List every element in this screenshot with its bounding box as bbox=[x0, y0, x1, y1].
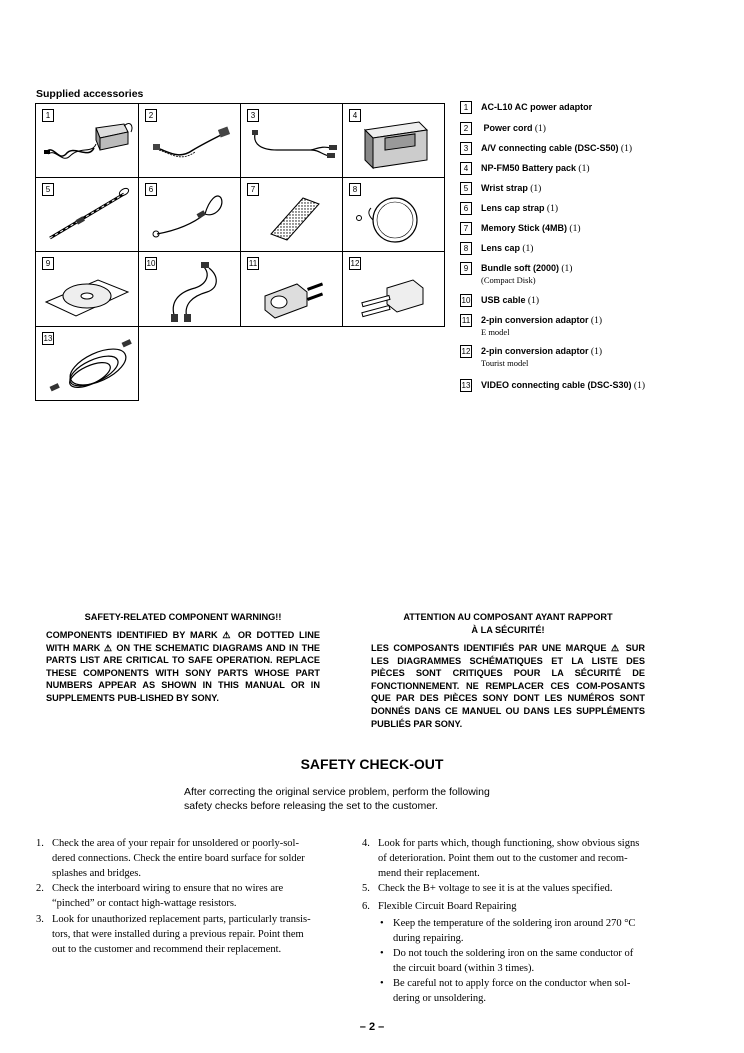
item-number-box: 9 bbox=[42, 257, 54, 270]
item-number: 1. bbox=[36, 838, 44, 849]
item-name: 2-pin conversion adaptor bbox=[481, 315, 589, 325]
item-number-box: 13 bbox=[43, 334, 53, 343]
page-number: – 2 – bbox=[359, 1021, 385, 1033]
usb-cable-icon bbox=[139, 252, 242, 328]
accessory-cell-13 bbox=[35, 326, 139, 401]
item-number-box: 2 bbox=[145, 109, 157, 122]
item-line: Look for parts which, though functioning, show obvious signs bbox=[378, 838, 640, 849]
item-quantity: (1) bbox=[532, 124, 546, 134]
item-name: Memory Stick (4MB) bbox=[481, 223, 568, 233]
accessory-cell-11 bbox=[240, 251, 343, 327]
section-title: SAFETY CHECK-OUT bbox=[300, 756, 444, 772]
item-name: Wrist strap bbox=[481, 183, 528, 193]
warning-en-body: COMPONENTS IDENTIFIED BY MARK ⚠ OR DOTTED LINE WITH MARK ⚠ ON THE SCHEMATIC DIAGRAMS AND IN THE PARTS LIST ARE CRITICAL TO SAFE OPERATION. REPLACE THESE COMPONENTS WITH SONY PARTS WHOSE PART NUMBERS APPEAR AS SHOWN IN THIS MANUAL OR IN SUPPLEMENTS PUB-LISHED BY SONY. bbox=[46, 630, 320, 703]
av-cable-icon bbox=[241, 104, 344, 179]
item-number-box: 10 bbox=[461, 296, 471, 305]
bullet-line: during repairing. bbox=[393, 933, 464, 944]
item-number-box: 3 bbox=[460, 142, 472, 155]
item-number-box: 9 bbox=[460, 262, 472, 275]
compact-disk-icon bbox=[36, 252, 140, 328]
wrist-strap-icon bbox=[36, 178, 140, 253]
item-number-box: 11 bbox=[248, 259, 258, 268]
item-note: (Compact Disk) bbox=[481, 275, 536, 285]
item-number-box: 8 bbox=[460, 242, 472, 255]
item-number-box: 13 bbox=[461, 381, 471, 390]
item-line: of deterioration. Point them out to the customer and recom- bbox=[378, 853, 628, 864]
item-number-box: 8 bbox=[349, 183, 361, 196]
item-line: tors, that were installed during a previous repair. Point them bbox=[52, 929, 304, 940]
item-line: mend their replacement. bbox=[378, 868, 480, 879]
item-line: Flexible Circuit Board Repairing bbox=[378, 901, 517, 912]
warning-fr-title: ATTENTION AU COMPOSANT AYANT RAPPORT bbox=[403, 612, 613, 622]
item-name: Lens cap bbox=[481, 243, 521, 253]
item-number-box: 7 bbox=[460, 222, 472, 235]
item-quantity: (1) bbox=[559, 264, 573, 274]
accessory-cell-7 bbox=[240, 177, 343, 252]
warning-fr-body: LES COMPOSANTS IDENTIFIÉS PAR UNE MARQUE ⚠ SUR LES DIAGRAMMES SCHÉMATIQUES ET LA LISTE DES PIÈCES SONT CRITIQUES POUR LA SÉCURITÉ DE FONCTIONNEMENT. NE REMPLACER CES COM-POSANTS QUE PAR DES PIÈCES SONY DONT LES NUMÉROS SONT DONNÉS DANS CE MANUEL OU DANS LES SUPPLÉMENTS PUBLIÉS PAR SONY. bbox=[371, 643, 645, 729]
item-number: 4. bbox=[362, 838, 370, 849]
item-number-box: 5 bbox=[42, 183, 54, 196]
item-name: VIDEO connecting cable (DSC-S30) bbox=[481, 380, 632, 390]
item-number-box: 7 bbox=[247, 183, 259, 196]
section-intro bbox=[184, 786, 544, 813]
item-quantity: (1) bbox=[544, 204, 558, 214]
item-note: Tourist model bbox=[481, 358, 529, 368]
accessories-heading: Supplied accessories bbox=[36, 88, 144, 100]
item-name: USB cable bbox=[481, 295, 526, 305]
item-note: E model bbox=[481, 327, 510, 337]
video-cable-icon bbox=[36, 327, 140, 402]
intro-line: safety checks before releasing the set to the customer. bbox=[184, 799, 438, 812]
bullet-line: the circuit board (within 3 times). bbox=[393, 963, 535, 974]
item-line: out to the customer and recommend their replacement. bbox=[52, 944, 282, 955]
item-quantity: (1) bbox=[520, 244, 534, 254]
item-name: 2-pin conversion adaptor bbox=[481, 346, 589, 356]
item-number-box: 12 bbox=[461, 347, 471, 356]
item-line: Look for unauthorized replacement parts, particularly transis- bbox=[52, 914, 311, 925]
item-number-box: 11 bbox=[461, 316, 471, 325]
item-number-box: 4 bbox=[460, 162, 472, 175]
item-number-box: 6 bbox=[460, 202, 472, 215]
item-number-box: 6 bbox=[145, 183, 157, 196]
item-name: Lens cap strap bbox=[481, 203, 545, 213]
bullet-line: Do not touch the soldering iron on the same conductor of bbox=[393, 948, 634, 959]
item-number-box: 1 bbox=[460, 101, 472, 114]
item-quantity: (1) bbox=[576, 164, 590, 174]
item-quantity: (1) bbox=[618, 144, 632, 154]
warning-en-title: SAFETY-RELATED COMPONENT WARNING!! bbox=[84, 612, 282, 622]
item-number: 2. bbox=[36, 883, 44, 894]
item-number-box: 4 bbox=[349, 109, 361, 122]
item-line: “pinched” or contact high-wattage resistors. bbox=[52, 898, 237, 909]
item-name: Bundle soft (2000) bbox=[481, 263, 560, 273]
accessories-grid bbox=[35, 103, 445, 401]
bullet-line: Keep the temperature of the soldering iron around 270 °C bbox=[393, 918, 636, 929]
item-quantity: (1) bbox=[588, 347, 602, 357]
item-quantity: (1) bbox=[588, 316, 602, 326]
item-line: Check the area of your repair for unsoldered or poorly-sol- bbox=[52, 838, 299, 849]
item-number-box: 10 bbox=[146, 259, 156, 268]
item-name: AC-L10 AC power adaptor bbox=[481, 102, 593, 112]
item-number: 6. bbox=[362, 901, 370, 912]
lens-cap-icon bbox=[343, 178, 446, 253]
item-name: NP-FM50 Battery pack bbox=[481, 163, 577, 173]
bullet-glyph: • bbox=[380, 978, 384, 989]
item-number-box: 12 bbox=[350, 259, 360, 268]
item-line: Check the B+ voltage to see it is at the values specified. bbox=[378, 883, 613, 894]
item-line: Check the interboard wiring to ensure that no wires are bbox=[52, 883, 284, 894]
item-quantity: (1) bbox=[567, 224, 581, 234]
item-number-box: 1 bbox=[42, 109, 54, 122]
item-number-box: 2 bbox=[460, 122, 472, 135]
accessory-cell-4 bbox=[342, 103, 445, 178]
memory-stick-icon bbox=[241, 178, 344, 253]
item-name: A/V connecting cable (DSC-S50) bbox=[481, 143, 619, 153]
warning-fr-title-line2: À LA SÉCURITÉ! bbox=[471, 625, 545, 635]
intro-line: After correcting the original service problem, perform the following bbox=[184, 786, 490, 798]
item-number-box: 3 bbox=[247, 109, 259, 122]
accessory-cell-1 bbox=[35, 103, 139, 178]
power-cord-icon bbox=[139, 104, 242, 179]
lens-cap-strap-icon bbox=[139, 178, 242, 253]
bullet-line: dering or unsoldering. bbox=[393, 993, 487, 1004]
accessory-cell-10 bbox=[138, 251, 241, 327]
accessory-cell-5 bbox=[35, 177, 139, 252]
item-quantity: (1) bbox=[527, 184, 542, 194]
ac-adaptor-icon bbox=[36, 104, 140, 179]
bullet-glyph: • bbox=[380, 918, 384, 929]
accessory-cell-3 bbox=[240, 103, 343, 178]
accessory-cell-6 bbox=[138, 177, 241, 252]
item-number: 3. bbox=[36, 914, 44, 925]
item-number: 5. bbox=[362, 883, 370, 894]
accessory-cell-12 bbox=[342, 251, 445, 327]
accessory-cell-8 bbox=[342, 177, 445, 252]
battery-pack-icon bbox=[343, 104, 446, 179]
item-line: splashes and bridges. bbox=[52, 868, 141, 879]
accessory-cell-2 bbox=[138, 103, 241, 178]
conversion-adaptor-e-icon bbox=[241, 252, 344, 328]
bullet-line: Be careful not to apply force on the conductor when sol- bbox=[393, 978, 631, 989]
conversion-adaptor-tourist-icon bbox=[343, 252, 446, 328]
bullet-glyph: • bbox=[380, 948, 384, 959]
item-number-box: 5 bbox=[460, 182, 472, 195]
item-name: Power cord bbox=[481, 123, 533, 133]
accessory-cell-9 bbox=[35, 251, 139, 327]
item-quantity: (1) bbox=[631, 381, 645, 391]
item-quantity: (1) bbox=[525, 296, 539, 306]
item-line: dered connections. Check the entire board surface for solder bbox=[52, 853, 305, 864]
